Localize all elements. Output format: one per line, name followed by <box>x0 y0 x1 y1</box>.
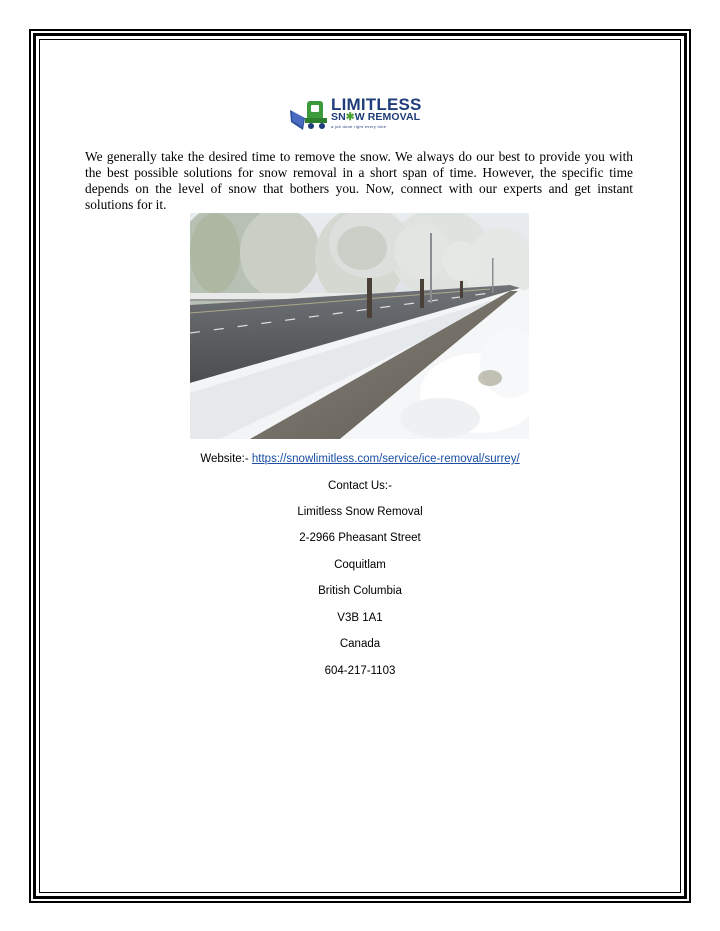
contact-heading: Contact Us:- <box>328 480 392 492</box>
logo-tagline: a job done right every time <box>331 124 387 129</box>
street-address: 2-2966 Pheasant Street <box>299 532 421 544</box>
website-label: Website:- <box>200 453 252 465</box>
snowflake-icon: ✱ <box>345 111 355 123</box>
website-line <box>0 452 720 466</box>
phone-number[interactable]: 604-217-1103 <box>324 665 396 677</box>
website-link[interactable]: https://snowlimitless.com/service/ice-removal/surrey/ <box>251 453 520 465</box>
body-paragraph: We generally take the desired time to remove the snow. We always do our best to provide you with the best possible solutions for snow removal in a short span of time. However, the specific time depends on the level of snow that bothers you. Now, connect with our experts and get instant solutions for it. <box>85 149 633 212</box>
snow-plow-truck-icon <box>289 96 331 132</box>
city: Coquitlam <box>334 559 386 571</box>
company-logo <box>289 96 431 132</box>
company-name: Limitless Snow Removal <box>297 506 423 518</box>
postal-code: V3B 1A1 <box>337 612 383 624</box>
country: Canada <box>339 638 381 650</box>
logo-wordmark: LIMITLESS <box>331 95 422 114</box>
logo-subtitle: SN✱W REMOVAL <box>331 111 421 123</box>
snowy-sidewalk-photo <box>190 213 529 439</box>
province: British Columbia <box>318 585 402 597</box>
street-photo-illustration <box>190 213 529 439</box>
